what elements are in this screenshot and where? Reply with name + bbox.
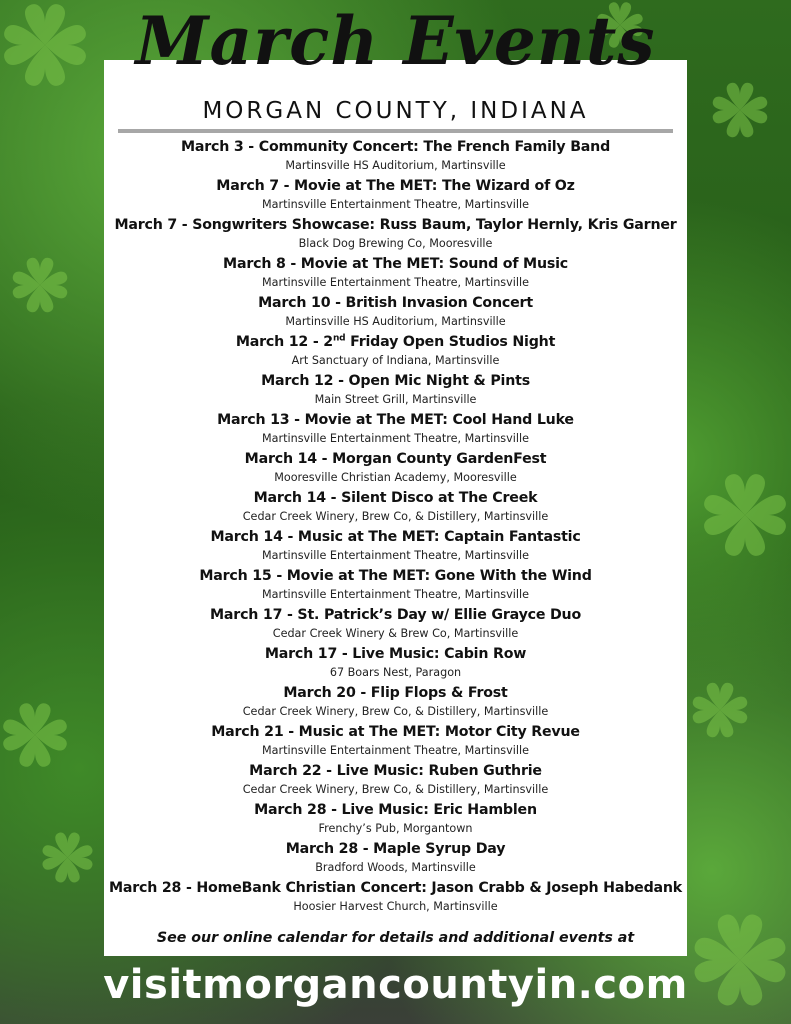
- event-title: March 15 - Movie at The MET: Gone With the Wind: [199, 568, 592, 584]
- event-venue: Martinsville Entertainment Theatre, Martinsville: [262, 744, 529, 757]
- list-item: [104, 683, 687, 722]
- list-item: [104, 332, 687, 371]
- list-item: [104, 293, 687, 332]
- event-venue: Bradford Woods, Martinsville: [315, 861, 476, 874]
- list-item: [104, 254, 687, 293]
- event-title: March 14 - Morgan County GardenFest: [244, 451, 547, 467]
- event-venue: Martinsville Entertainment Theatre, Martinsville: [262, 549, 529, 562]
- list-item: [104, 527, 687, 566]
- event-venue: 67 Boars Nest, Paragon: [329, 666, 462, 679]
- list-item: [104, 137, 687, 176]
- event-title: March 28 - Live Music: Eric Hamblen: [254, 802, 537, 818]
- list-item: [104, 410, 687, 449]
- event-venue: Art Sanctuary of Indiana, Martinsville: [291, 354, 500, 367]
- event-title: March 8 - Movie at The MET: Sound of Music: [223, 256, 568, 272]
- event-venue: Martinsville Entertainment Theatre, Martinsville: [262, 432, 529, 445]
- event-venue: Martinsville HS Auditorium, Martinsville: [285, 159, 506, 172]
- event-venue: Frenchy’s Pub, Morgantown: [318, 822, 473, 835]
- shamrock-icon: [690, 680, 750, 740]
- page-subtitle: MORGAN COUNTY, INDIANA: [202, 98, 589, 124]
- divider: [118, 129, 673, 133]
- list-item: [104, 605, 687, 644]
- events-list: [104, 137, 687, 917]
- event-venue: Cedar Creek Winery & Brew Co, Martinsville: [272, 627, 519, 640]
- event-venue: Martinsville HS Auditorium, Martinsville: [285, 315, 506, 328]
- event-title-part: March 12 - 2: [235, 334, 333, 350]
- event-title: March 3 - Community Concert: The French Family Band: [180, 139, 611, 155]
- list-item: [104, 839, 687, 878]
- event-title: March 22 - Live Music: Ruben Guthrie: [249, 763, 542, 779]
- event-title: March 14 - Music at The MET: Captain Fantastic: [210, 529, 581, 545]
- event-title: March 12 - Open Mic Night & Pints: [261, 373, 530, 389]
- page-title: March Events: [135, 2, 656, 80]
- list-item: [104, 644, 687, 683]
- event-title: March 10 - British Invasion Concert: [258, 295, 533, 311]
- shamrock-icon: [710, 80, 770, 140]
- list-item: [104, 722, 687, 761]
- event-title: March 17 - St. Patrick’s Day w/ Ellie Grayce Duo: [209, 607, 582, 623]
- event-title: March 7 - Songwriters Showcase: Russ Baum, Taylor Hernly, Kris Garner: [114, 217, 677, 233]
- event-title: March 17 - Live Music: Cabin Row: [264, 646, 527, 662]
- shamrock-icon: [0, 700, 70, 770]
- list-item: [104, 878, 687, 917]
- event-venue: Cedar Creek Winery, Brew Co, & Distillery, Martinsville: [242, 783, 549, 796]
- website-link[interactable]: visitmorgancountyin.com: [103, 962, 688, 1008]
- event-venue: Cedar Creek Winery, Brew Co, & Distillery, Martinsville: [242, 705, 549, 718]
- list-item: [104, 449, 687, 488]
- list-item: [104, 371, 687, 410]
- event-title: March 28 - Maple Syrup Day: [285, 841, 506, 857]
- list-item: [104, 176, 687, 215]
- event-venue: Martinsville Entertainment Theatre, Martinsville: [262, 198, 529, 211]
- event-title: [104, 332, 687, 352]
- event-venue: Mooresville Christian Academy, Mooresville: [274, 471, 517, 484]
- footer-note: See our online calendar for details and additional events at: [156, 930, 635, 946]
- shamrock-icon: [40, 830, 95, 885]
- shamrock-icon: [700, 470, 790, 560]
- event-venue: Martinsville Entertainment Theatre, Martinsville: [262, 588, 529, 601]
- shamrock-icon: [10, 255, 70, 315]
- list-item: [104, 566, 687, 605]
- list-item: [104, 761, 687, 800]
- event-title: March 20 - Flip Flops & Frost: [283, 685, 508, 701]
- event-venue: Cedar Creek Winery, Brew Co, & Distillery, Martinsville: [242, 510, 549, 523]
- ordinal-suffix: nd: [332, 333, 346, 344]
- event-title: March 28 - HomeBank Christian Concert: Jason Crabb & Joseph Habedank: [108, 880, 683, 896]
- event-venue: Martinsville Entertainment Theatre, Martinsville: [262, 276, 529, 289]
- event-venue: Black Dog Brewing Co, Mooresville: [298, 237, 493, 250]
- list-item: [104, 488, 687, 527]
- event-title-part: Friday Open Studios Night: [345, 334, 556, 350]
- event-venue: Main Street Grill, Martinsville: [314, 393, 477, 406]
- event-title: March 21 - Music at The MET: Motor City Revue: [211, 724, 580, 740]
- event-title: March 7 - Movie at The MET: The Wizard of Oz: [216, 178, 575, 194]
- list-item: [104, 215, 687, 254]
- list-item: [104, 800, 687, 839]
- event-title: March 14 - Silent Disco at The Creek: [253, 490, 538, 506]
- event-venue: Hoosier Harvest Church, Martinsville: [293, 900, 498, 913]
- event-title: March 13 - Movie at The MET: Cool Hand Luke: [217, 412, 574, 428]
